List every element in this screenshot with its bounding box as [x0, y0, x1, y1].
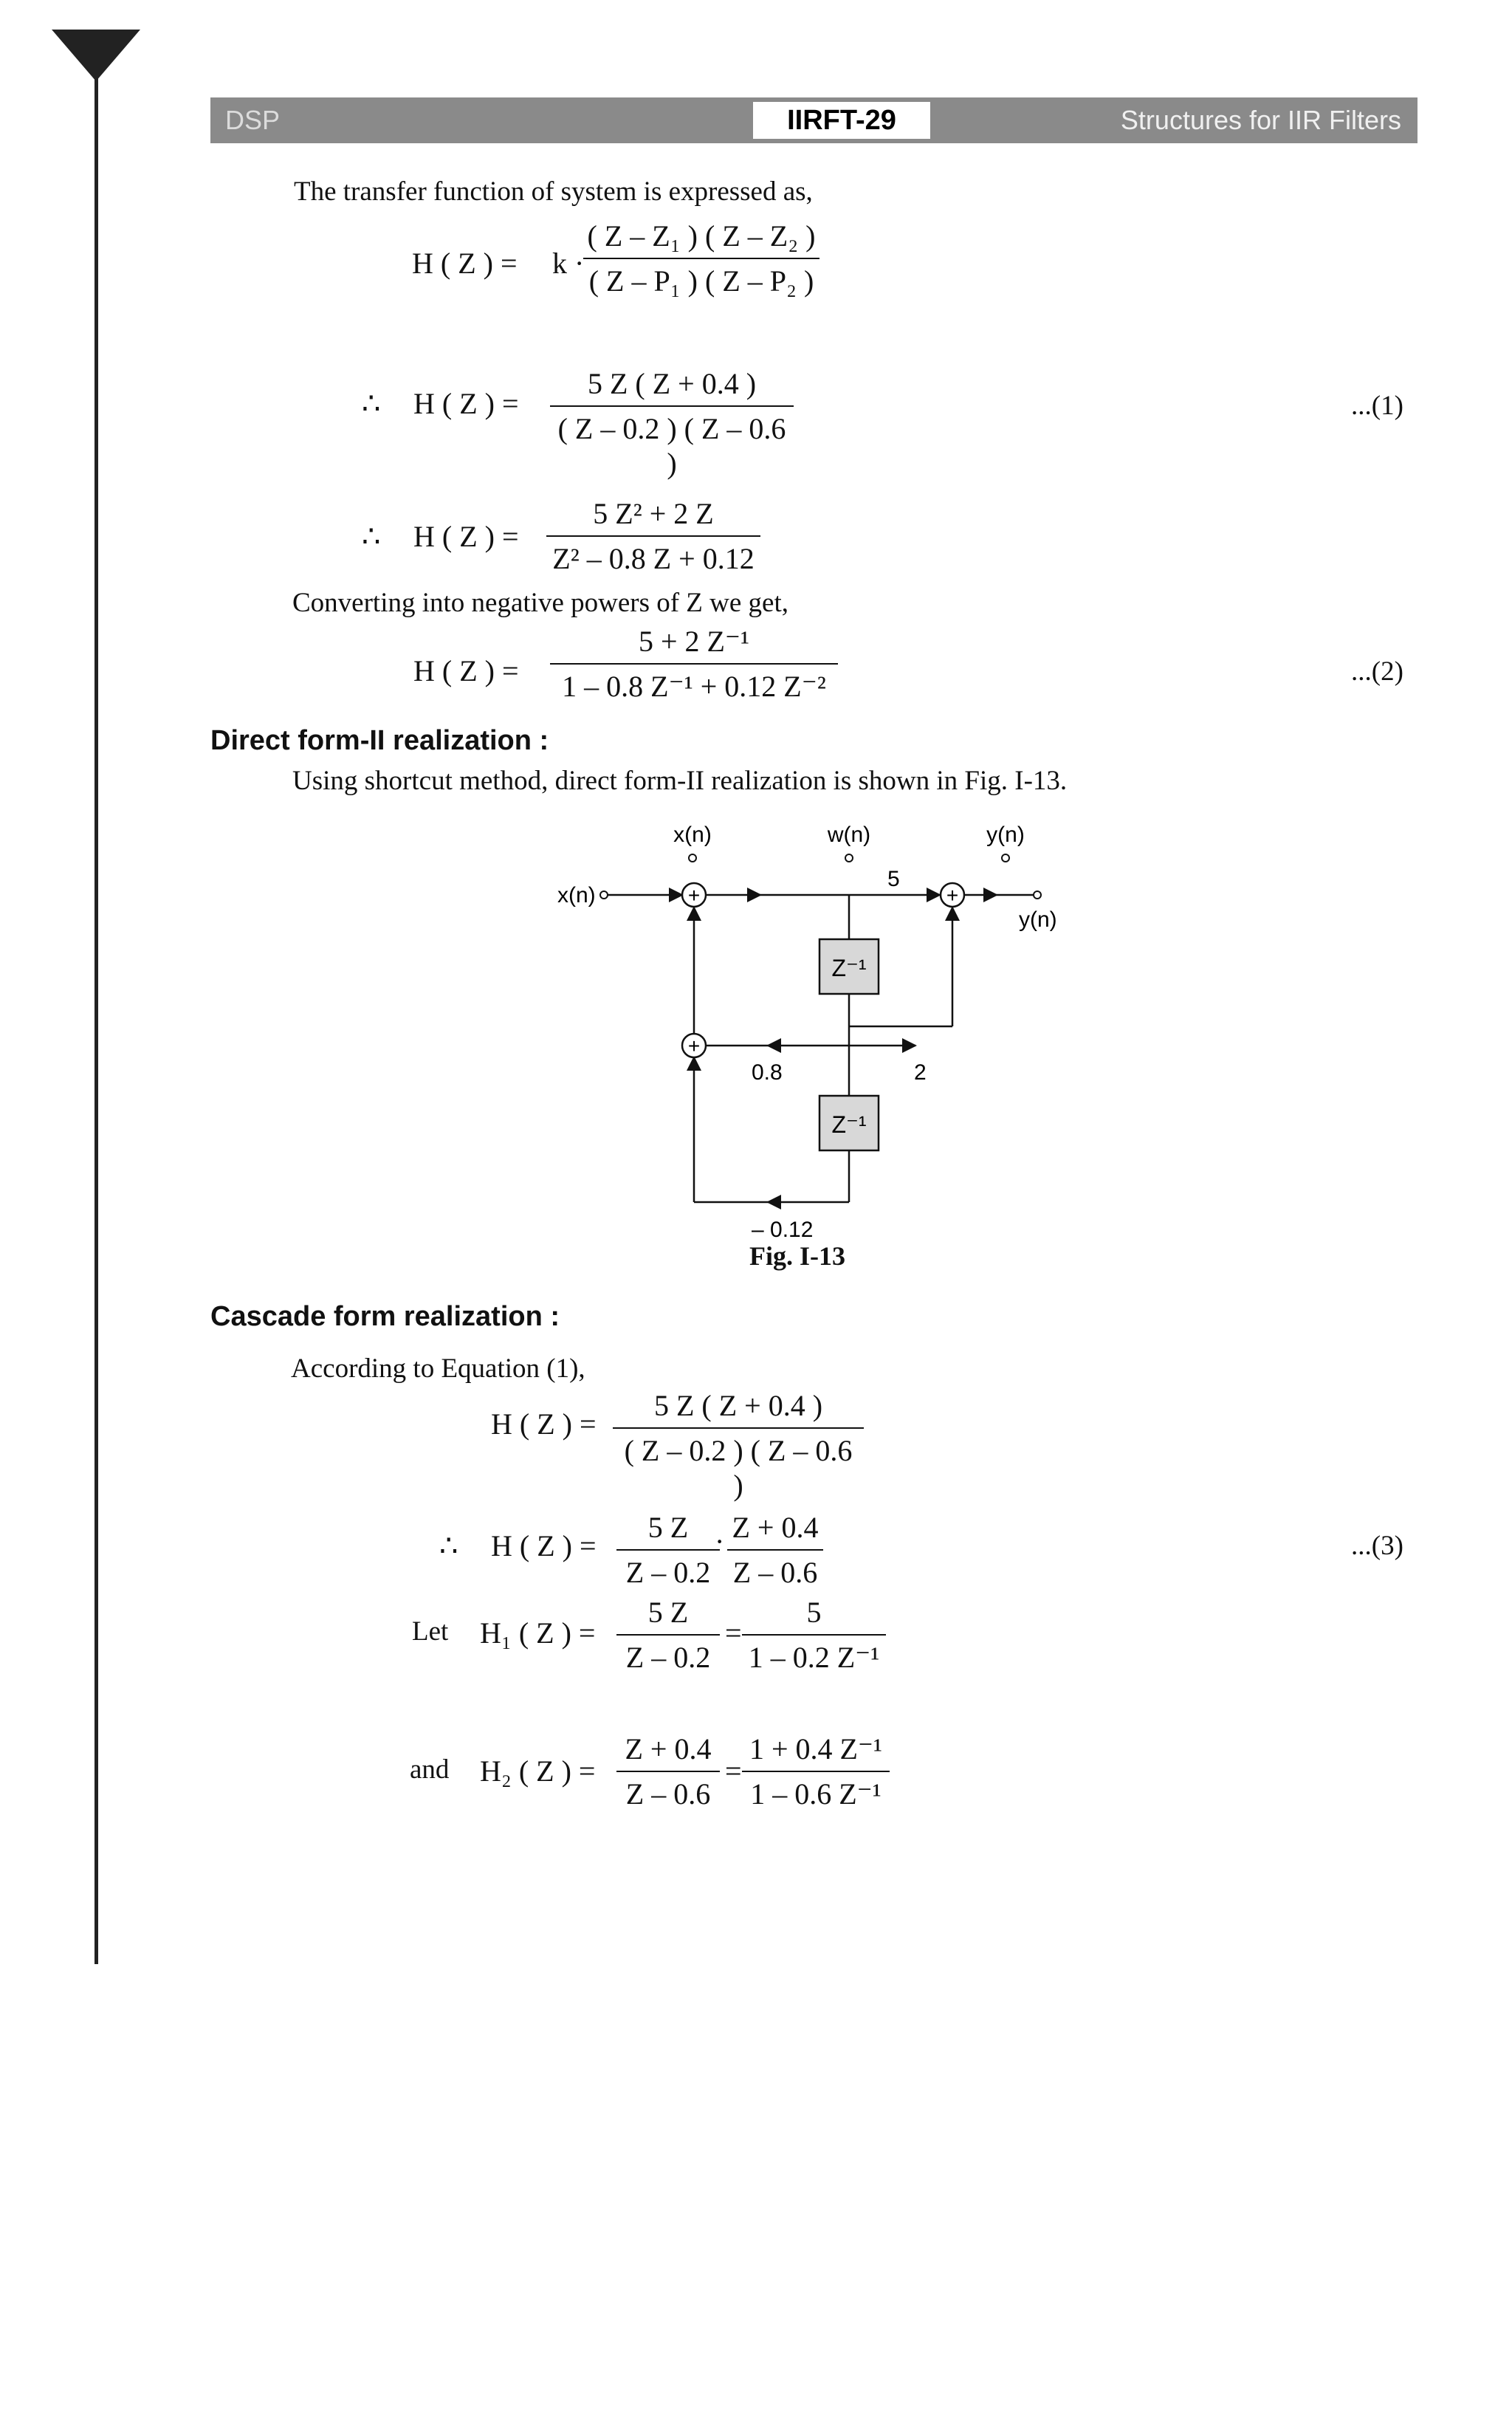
direct-form-ii-diagram: [517, 820, 1152, 1248]
x-node-marker: [689, 854, 696, 862]
let-text: Let: [412, 1616, 449, 1647]
input-node: [600, 891, 608, 899]
cascade-form-text: According to Equation (1),: [291, 1353, 585, 1384]
gain-012-label: – 0.12: [752, 1218, 814, 1242]
eq1b-lhs: H ( Z ) =: [413, 520, 519, 553]
eq-h2-denominator-1: Z – 0.6: [625, 1777, 711, 1811]
eq3-numerator-2: Z + 0.4: [732, 1511, 819, 1544]
header-left-label: DSP: [225, 105, 281, 135]
eq3-lhs: H ( Z ) =: [491, 1529, 597, 1562]
w-node-marker: [845, 854, 853, 862]
eq1b-denominator: Z² – 0.8 Z + 0.12: [552, 542, 755, 575]
y-node-label-top: y(n): [986, 823, 1025, 847]
therefore-symbol: ∴: [439, 1529, 458, 1562]
eq-h1-numerator-1: 5 Z: [647, 1596, 689, 1629]
eq-h1-denominator-1: Z – 0.2: [625, 1641, 711, 1674]
binding-line: [94, 30, 98, 1964]
input-label: x(n): [557, 883, 596, 907]
output-node: [1034, 891, 1041, 899]
and-text: and: [410, 1754, 450, 1785]
eq3-fraction-2: [727, 1510, 823, 1590]
eq2-fraction: [550, 624, 838, 704]
eq2-number: ...(2): [1351, 656, 1403, 687]
adder-2-plus: +: [946, 884, 959, 907]
converting-text: Converting into negative powers of Z we get,: [292, 588, 788, 618]
eq-h2-equals: =: [725, 1754, 742, 1788]
delay-2-label: Z⁻¹: [831, 1111, 867, 1138]
adder-3-plus: +: [687, 1034, 701, 1057]
therefore-symbol: ∴: [362, 387, 381, 420]
eq-general-numerator: ( Z – Z₁ ) ( Z – Z₂ ): [587, 219, 816, 253]
eq1b-fraction: [546, 496, 760, 576]
eq3-dot: ·: [715, 1525, 725, 1558]
eq-c1-fraction: [613, 1388, 864, 1503]
figure-caption: Fig. I-13: [749, 1241, 845, 1271]
eq3-denominator-2: Z – 0.6: [732, 1556, 818, 1589]
eq-h2-numerator-1: Z + 0.4: [625, 1732, 712, 1765]
eq-c1-denominator: ( Z – 0.2 ) ( Z – 0.6 ): [624, 1434, 853, 1502]
header-chapter-title: Structures for IIR Filters: [1120, 105, 1401, 135]
eq1-fraction: [550, 366, 794, 481]
adder-1-plus: +: [687, 884, 701, 907]
eq-h1-numerator-2: 5: [806, 1596, 822, 1629]
signal-flow-graph: [517, 820, 1152, 1248]
eq-h2-fraction-1: [616, 1732, 720, 1811]
y-node-marker: [1002, 854, 1009, 862]
gain-08-label: 0.8: [752, 1060, 783, 1085]
eq3-denominator-1: Z – 0.2: [625, 1556, 711, 1589]
eq1-number: ...(1): [1351, 391, 1403, 421]
eq-h2-lhs: H₂ ( Z ) =: [480, 1754, 596, 1788]
eq3-number: ...(3): [1351, 1531, 1403, 1561]
output-label: y(n): [1019, 907, 1057, 932]
gain-2-label: 2: [914, 1060, 927, 1085]
eq-c1-numerator: 5 Z ( Z + 0.4 ): [653, 1389, 823, 1422]
cascade-form-heading: Cascade form realization :: [210, 1301, 560, 1332]
x-node-label-top: x(n): [673, 823, 712, 847]
eq1-lhs: H ( Z ) =: [413, 387, 519, 420]
eq3-numerator-1: 5 Z: [647, 1511, 689, 1544]
eq-general-denominator: ( Z – P₁ ) ( Z – P₂ ): [588, 264, 814, 298]
eq1-numerator: 5 Z ( Z + 0.4 ): [587, 367, 757, 400]
header-page-number: IIRFT-29: [753, 102, 930, 139]
eq-h1-fraction-2: [742, 1595, 886, 1675]
eq-h1-fraction-1: [616, 1595, 720, 1675]
eq1b-numerator: 5 Z² + 2 Z: [593, 497, 714, 530]
gain-5-label: 5: [887, 867, 900, 891]
eq-h2-numerator-2: 1 + 0.4 Z⁻¹: [749, 1732, 883, 1765]
eq2-denominator: 1 – 0.8 Z⁻¹ + 0.12 Z⁻²: [562, 670, 826, 703]
intro-text: The transfer function of system is expressed as,: [294, 176, 813, 207]
eq2-lhs: H ( Z ) =: [413, 654, 519, 687]
eq2-numerator: 5 + 2 Z⁻¹: [638, 625, 750, 658]
therefore-symbol: ∴: [362, 520, 381, 553]
eq-h2-denominator-2: 1 – 0.6 Z⁻¹: [750, 1777, 882, 1811]
eq3-fraction-1: [616, 1510, 720, 1590]
eq-general-fraction: [583, 219, 819, 298]
eq-general-k: k ·: [552, 247, 585, 280]
w-node-label-top: w(n): [827, 823, 871, 847]
eq-general-lhs: H ( Z ) =: [412, 247, 518, 280]
eq-c1-lhs: H ( Z ) =: [491, 1407, 597, 1441]
eq-h1-denominator-2: 1 – 0.2 Z⁻¹: [748, 1641, 880, 1674]
page-header: [210, 97, 1418, 143]
eq1-denominator: ( Z – 0.2 ) ( Z – 0.6 ): [557, 412, 786, 480]
eq-h1-lhs: H₁ ( Z ) =: [480, 1616, 596, 1650]
eq-h2-fraction-2: [742, 1732, 890, 1811]
eq-h1-equals: =: [725, 1616, 742, 1650]
direct-form-heading: Direct form-II realization :: [210, 725, 549, 756]
direct-form-text: Using shortcut method, direct form-II realization is shown in Fig. I-13.: [292, 766, 1068, 796]
delay-1-label: Z⁻¹: [831, 955, 867, 981]
